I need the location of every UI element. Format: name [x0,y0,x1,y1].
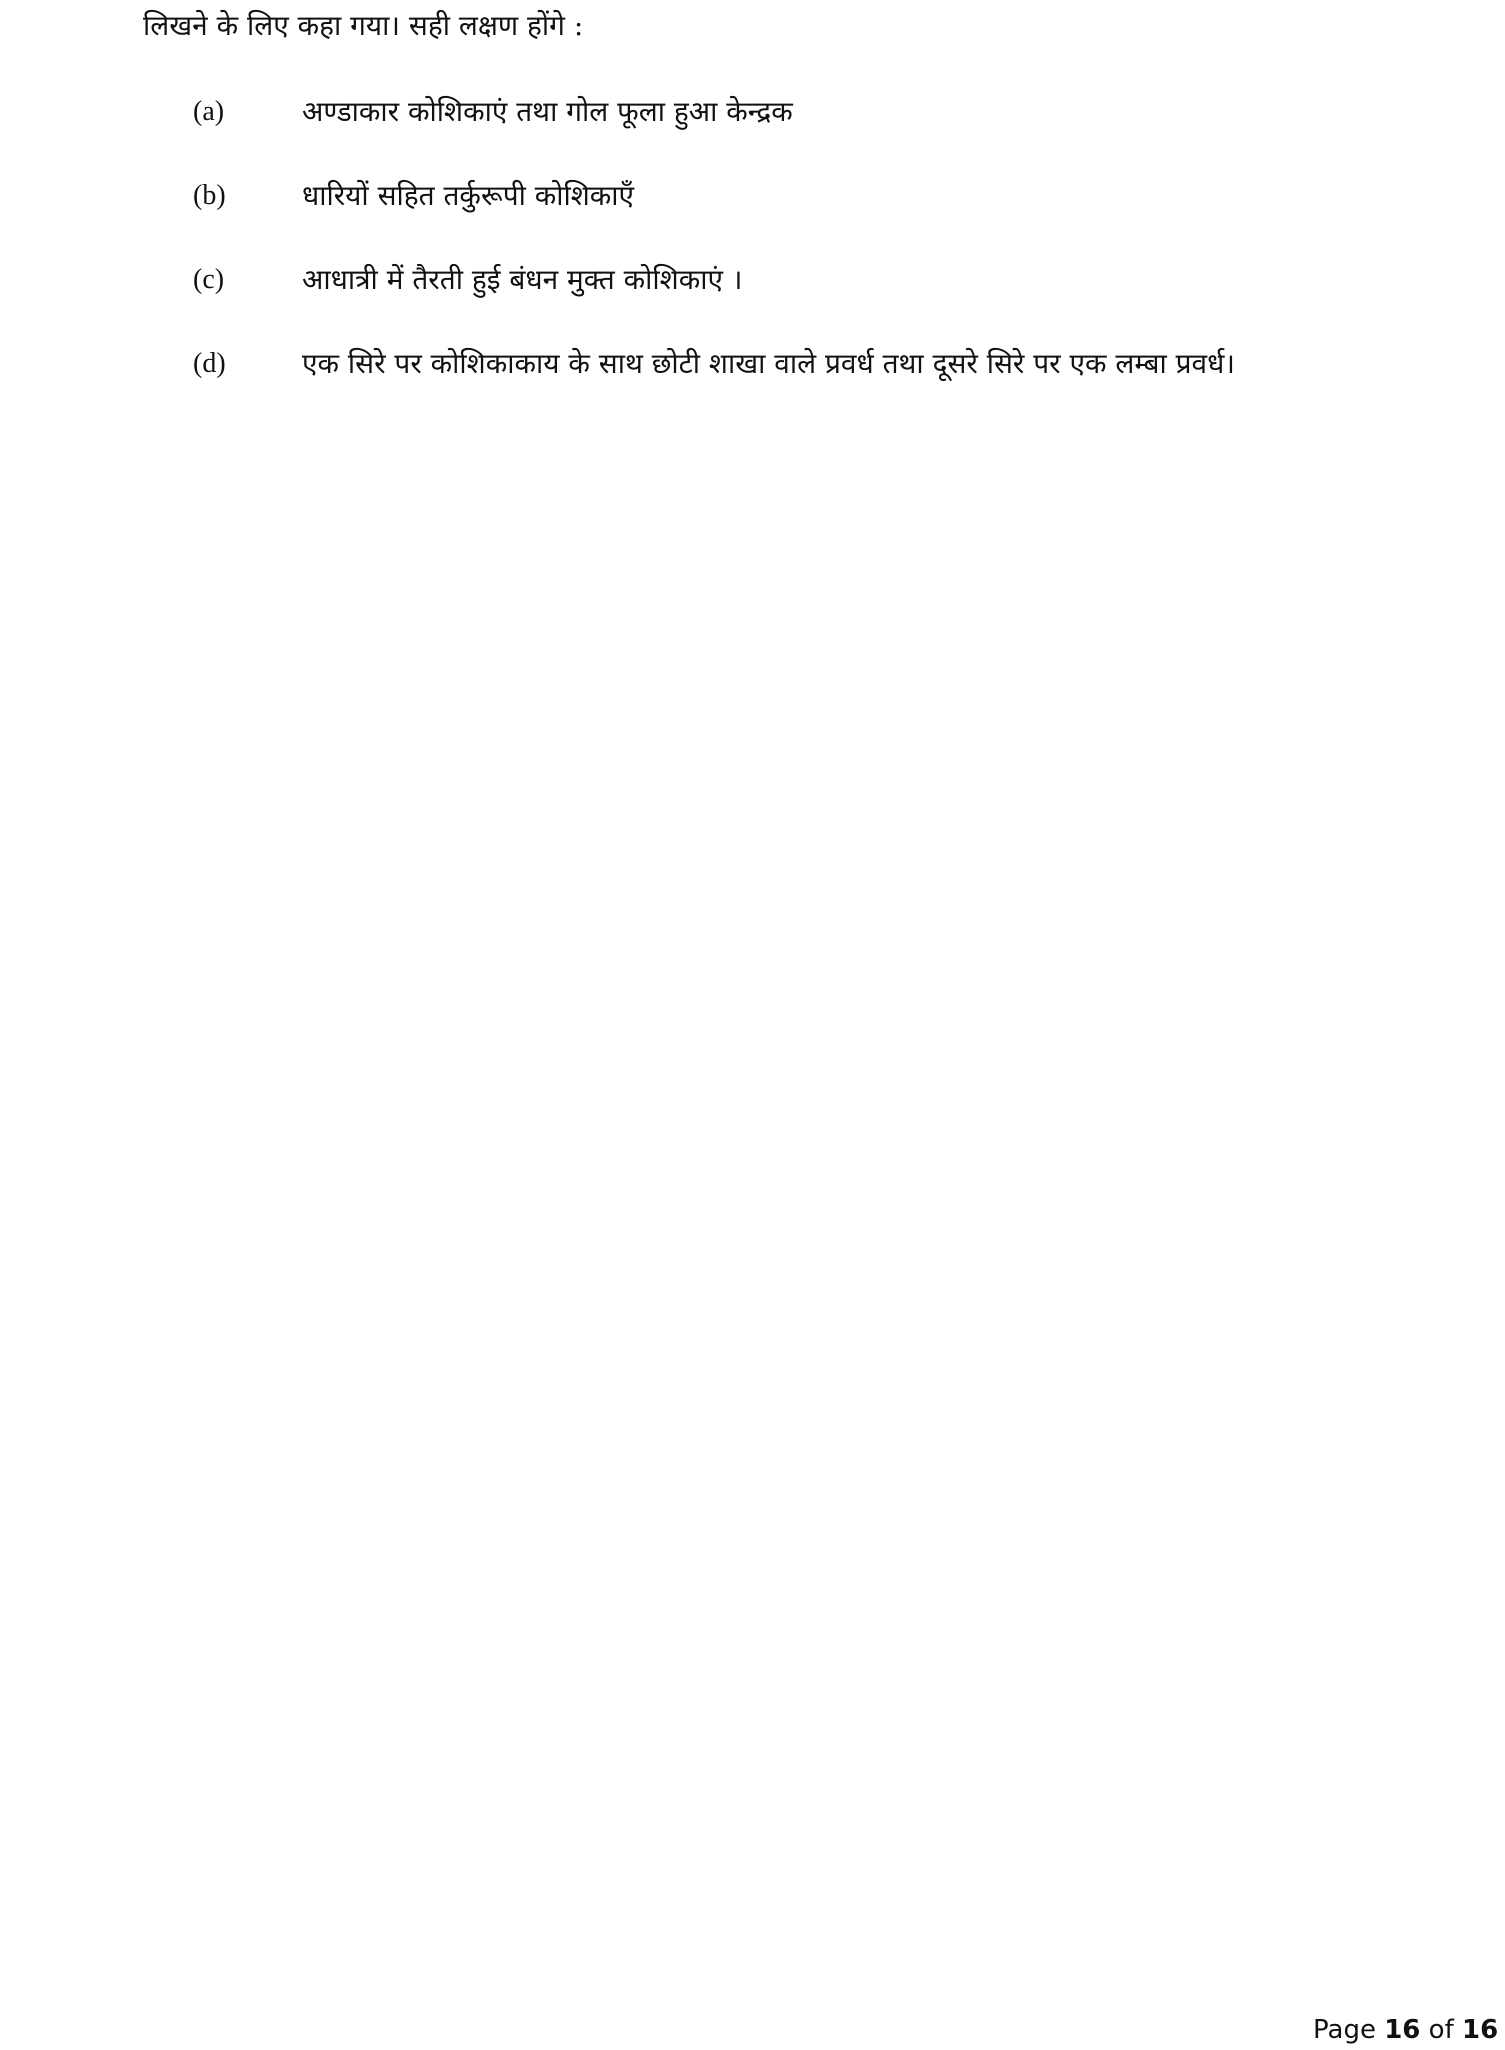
option-a-text: अण्डाकार कोशिकाएं तथा गोल फूला हुआ केन्द्रक [302,95,793,128]
total-pages: 16 [1462,2015,1499,2045]
option-d-label: (d) [193,348,226,379]
page-word: Page [1313,2015,1376,2045]
question-intro-text: लिखने के लिए कहा गया। सही लक्षण होंगे : [143,9,584,42]
option-b-label: (b) [193,180,226,211]
page-number [1313,2010,1498,2050]
option-b-text: धारियों सहित तर्कुरूपी कोशिकाएँ [302,179,635,212]
option-c-text: आधात्री में तैरती हुई बंधन मुक्त कोशिकाएं । [302,263,743,296]
option-d-text: एक सिरे पर कोशिकाकाय के साथ छोटी शाखा वाले प्रवर्ध तथा दूसरे सिरे पर एक लम्बा प्रवर्ध। [302,347,1235,380]
of-word: of [1428,2015,1454,2045]
option-a-label: (a) [193,96,225,127]
current-page: 16 [1384,2015,1421,2045]
option-c-label: (c) [193,264,225,295]
